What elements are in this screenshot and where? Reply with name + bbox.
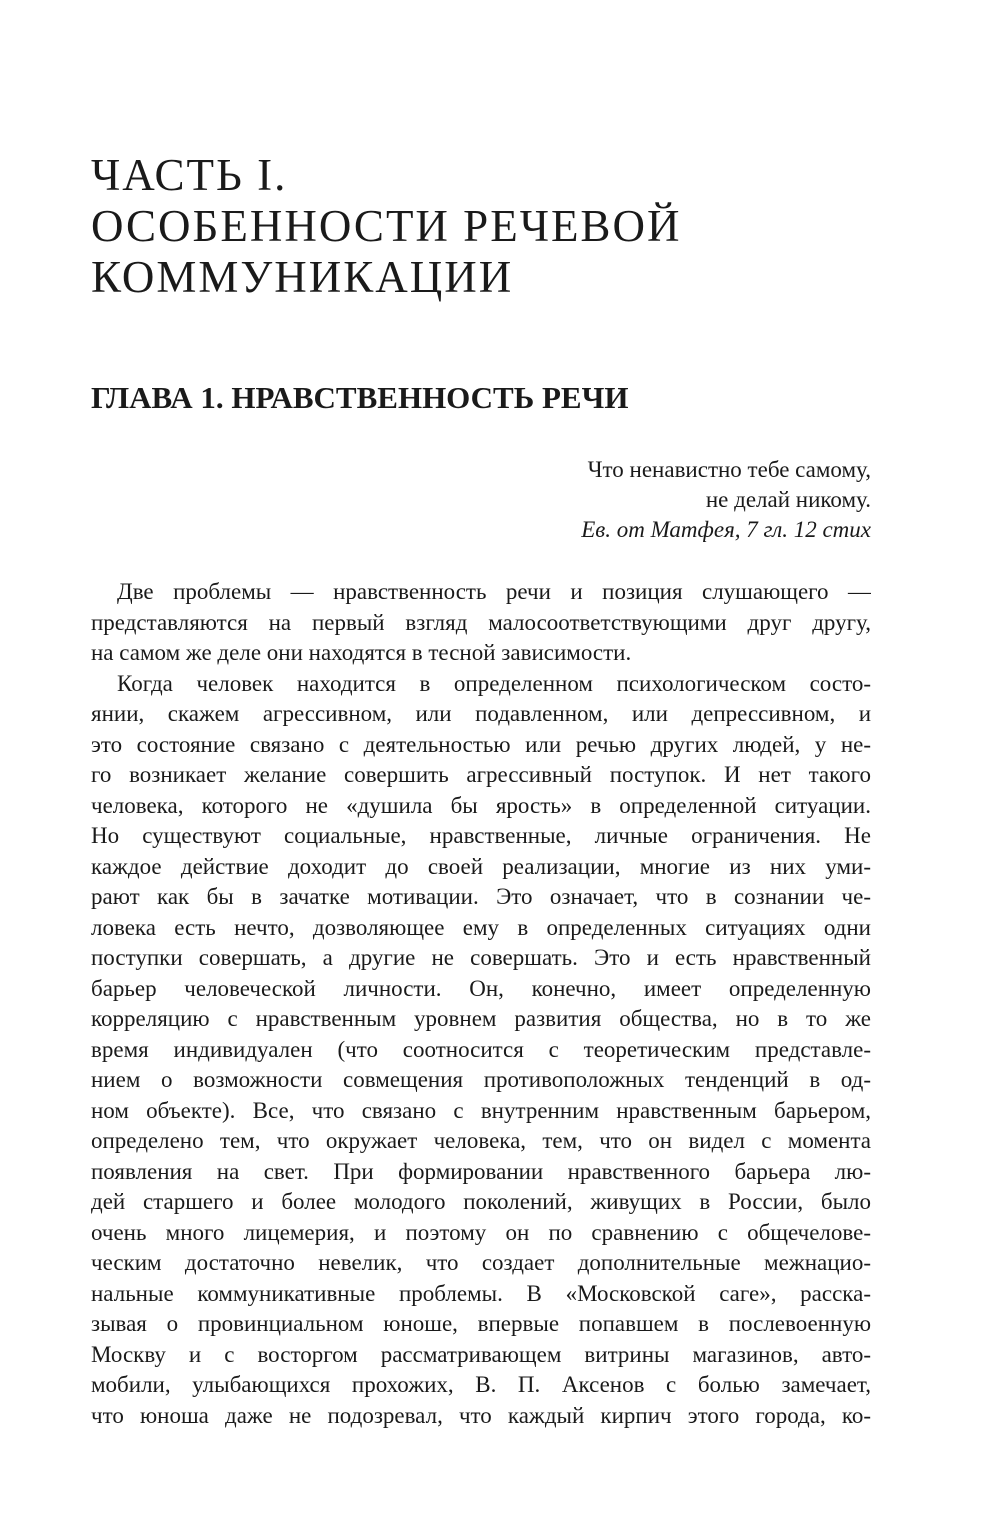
text-line: представляются на первый взгляд малосоответствующими друг другу, xyxy=(91,609,871,635)
text-line: ном объекте). Все, что связано с внутренним нравственным барьером, xyxy=(91,1097,871,1123)
text-line: Когда человек находится в определенном психологическом состо- xyxy=(117,670,871,696)
text-line: человека, которого не «душила бы ярость» в определенной ситуации. xyxy=(91,792,871,818)
epigraph-line: не делай никому. xyxy=(705,487,871,512)
text-line: зывая о провинциальном юноше, впервые попавшем в послевоенную xyxy=(91,1311,871,1336)
text-line: го возникает желание совершить агрессивный поступок. И нет такого xyxy=(91,762,871,787)
text-line: определено тем, что окружает человека, тем, что он видел с момента xyxy=(91,1128,871,1153)
text-line: корреляцию с нравственным уровнем развития общества, но в то же xyxy=(91,1006,871,1031)
chapter-heading: ГЛАВА 1. НРАВСТВЕННОСТЬ РЕЧИ xyxy=(91,380,629,415)
part-heading-line: ЧАСТЬ I. xyxy=(91,150,288,200)
text-line: очень много лицемерия, и поэтому он по сравнению с общечелове- xyxy=(91,1219,871,1245)
text-line: ческим достаточно невелик, что создает дополнительные межнацио- xyxy=(91,1250,871,1275)
text-line: мобили, улыбающихся прохожих, В. П. Аксенов с болью замечает, xyxy=(91,1372,871,1397)
text-line: что юноша даже не подозревал, что каждый кирпич этого города, ко- xyxy=(91,1402,871,1428)
text-line: дей старшего и более молодого поколений, живущих в России, было xyxy=(91,1189,871,1214)
part-heading xyxy=(91,150,891,303)
text-line: рают как бы в зачатке мотивации. Это означает, что в сознании че- xyxy=(91,884,871,909)
part-heading-line: ОСОБЕННОСТИ РЕЧЕВОЙ xyxy=(91,201,682,251)
text-line: на самом же деле они находятся в тесной зависимости. xyxy=(91,640,632,665)
text-line: появления на свет. При формировании нравственного барьера лю- xyxy=(91,1158,871,1184)
text-line: нием о возможности совмещения противоположных тенденций в од- xyxy=(91,1067,871,1092)
part-heading-line: КОММУНИКАЦИИ xyxy=(91,252,514,302)
text-line: ловека есть нечто, дозволяющее ему в определенных ситуациях одни xyxy=(91,914,871,940)
text-line: Две проблемы — нравственность речи и позиция слушающего — xyxy=(117,579,871,604)
text-line: время индивидуален (что соотносится с теоретическим представле- xyxy=(91,1036,871,1062)
epigraph-line: Что ненавистно тебе самому, xyxy=(587,457,871,482)
text-line: поступки совершать, а другие не совершать. Это и есть нравственный xyxy=(91,945,871,970)
epigraph-source: Ев. от Матфея, 7 гл. 12 стих xyxy=(581,517,871,542)
text-line: барьер человеческой личности. Он, конечно, имеет определенную xyxy=(91,975,871,1001)
text-line: Москву и с восторгом рассматривающем витрины магазинов, авто- xyxy=(91,1341,871,1367)
epigraph xyxy=(581,455,871,545)
text-line: каждое действие доходит до своей реализации, многие из них уми- xyxy=(91,853,871,879)
text-line: Но существуют социальные, нравственные, личные ограничения. Не xyxy=(91,823,871,848)
text-line: янии, скажем агрессивном, или подавленном, или депрессивном, и xyxy=(91,701,871,726)
text-line: это состояние связано с деятельностью или речью других людей, у не- xyxy=(91,731,871,757)
text-line: нальные коммуникативные проблемы. В «Московской саге», расска- xyxy=(91,1280,871,1306)
body-text xyxy=(91,577,871,1431)
